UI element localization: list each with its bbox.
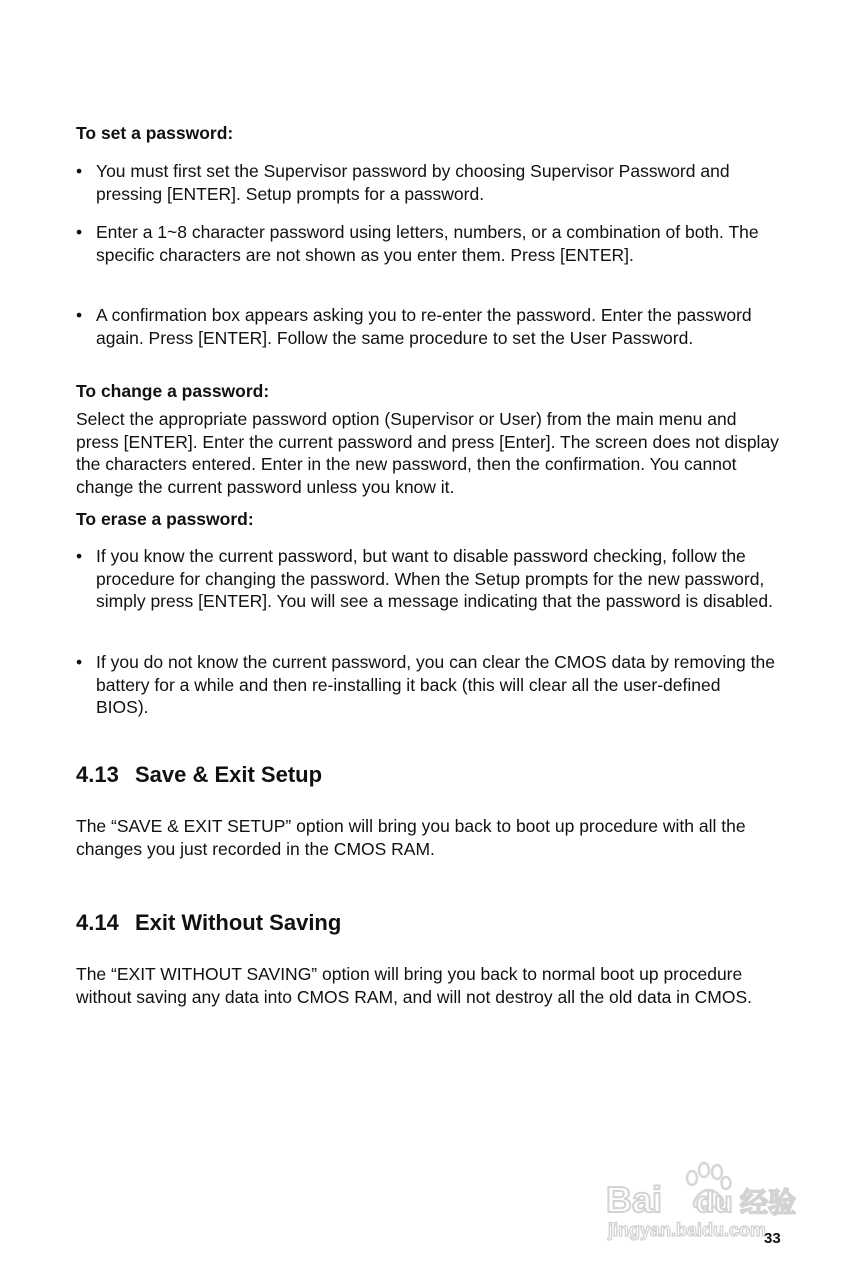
bullet-dot: •	[76, 546, 83, 566]
change-password-body: Select the appropriate password option (Supervisor or User) from the main menu and press [ENTER]. Enter the current password and press [Enter]. The screen does not display the characters entered. Enter in the new password, then the confirmation. You cannot change the current password unless you know it.	[76, 409, 779, 497]
section-title-text: Exit Without Saving	[134, 910, 342, 935]
change-password-heading: To change a password:	[76, 381, 270, 401]
section-title-text: Save & Exit Setup	[134, 762, 323, 787]
bullet-text: You must first set the Supervisor password by choosing Supervisor Password and pressing [ENTER]. Setup prompts for a password.	[96, 161, 730, 204]
section-4-14-title	[76, 909, 341, 937]
erase-password-bullet-1	[76, 545, 776, 613]
page-number: 33	[764, 1230, 781, 1247]
section-4-14-body: The “EXIT WITHOUT SAVING” option will bring you back to normal boot up procedure without saving any data into CMOS RAM, and will not destroy all the old data in CMOS.	[76, 964, 753, 1007]
bullet-dot: •	[76, 305, 83, 325]
svg-text:经验: 经验	[740, 1186, 797, 1219]
section-number: 4.13	[76, 762, 119, 787]
bullet-text: If you do not know the current password, you can clear the CMOS data by removing the battery for a while and then re-installing it back (this will clear all the user-defined BIOS).	[96, 652, 775, 717]
svg-text:du: du	[696, 1186, 733, 1219]
erase-password-heading: To erase a password:	[76, 509, 254, 529]
svg-text:Bai: Bai	[606, 1179, 663, 1220]
bullet-dot: •	[76, 222, 83, 242]
set-password-bullet-2	[76, 221, 776, 266]
section-4-13-body: The “SAVE & EXIT SETUP” option will bring you back to boot up procedure with all the changes you just recorded in the CMOS RAM.	[76, 816, 746, 859]
set-password-bullet-1	[76, 160, 776, 205]
set-password-heading: To set a password:	[76, 123, 234, 143]
bullet-text: If you know the current password, but want to disable password checking, follow the procedure for changing the password. When the Setup prompts for the new password, simply press [ENTER]. You will see a message indicating that the password is disabled.	[96, 546, 773, 611]
bullet-dot: •	[76, 652, 83, 672]
bullet-text: Enter a 1~8 character password using letters, numbers, or a combination of both. The specific characters are not shown as you enter them. Press [ENTER].	[96, 222, 759, 265]
section-number: 4.14	[76, 910, 119, 935]
bullet-text: A confirmation box appears asking you to re-enter the password. Enter the password again. Press [ENTER]. Follow the same procedure to set the User Password.	[96, 305, 752, 348]
section-4-13-title	[76, 761, 322, 789]
set-password-bullet-3	[76, 304, 776, 349]
bullet-dot: •	[76, 161, 83, 181]
svg-text:jingyan.baidu.com: jingyan.baidu.com	[608, 1220, 767, 1240]
erase-password-bullet-2	[76, 651, 776, 719]
